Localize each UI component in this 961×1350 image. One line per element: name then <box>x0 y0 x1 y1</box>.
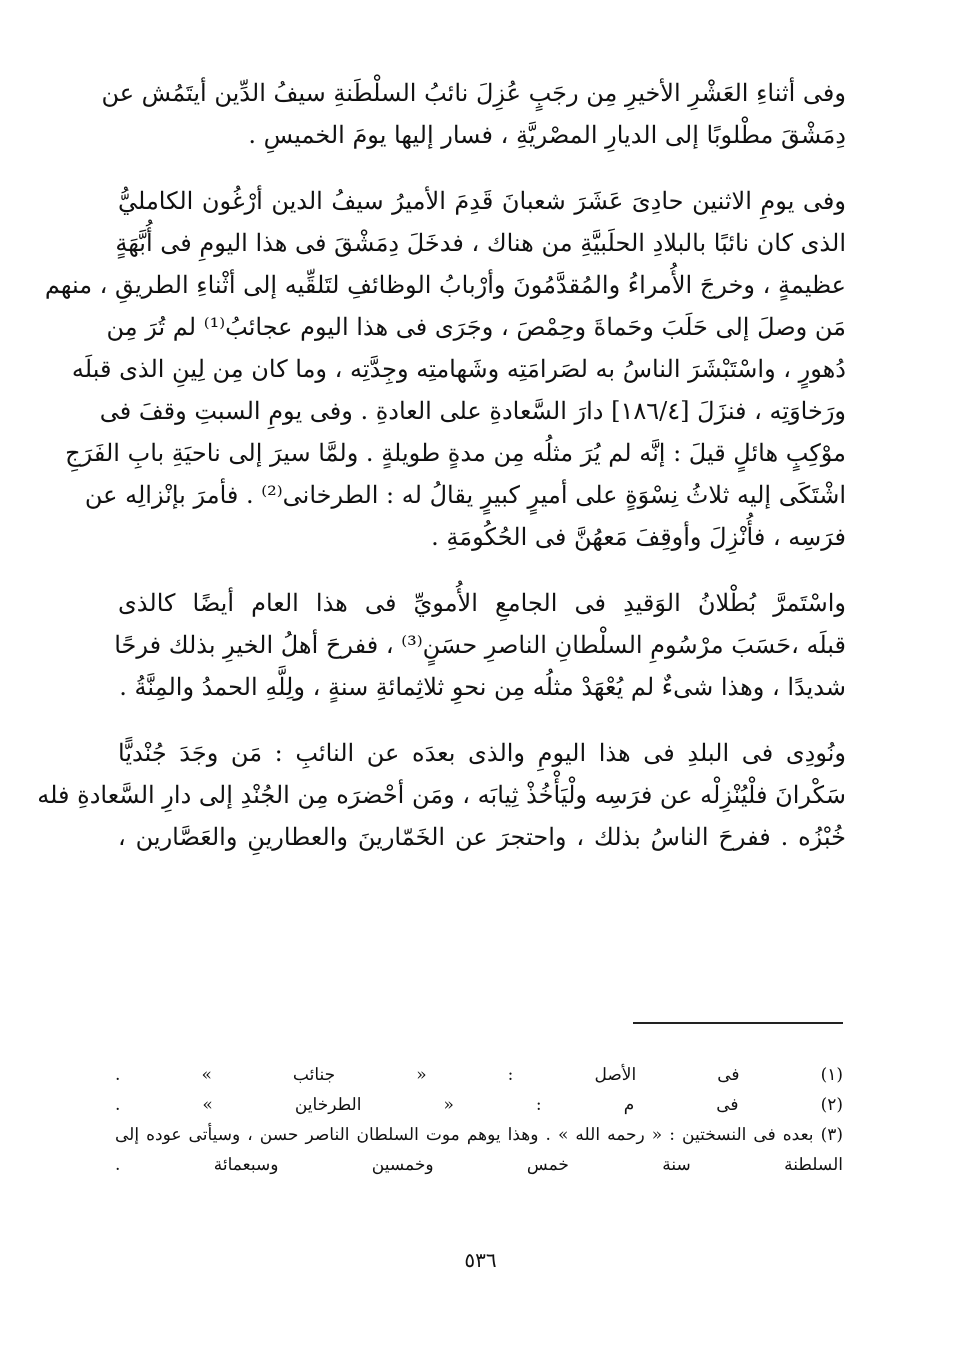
text-line: دُهورٍ ، واسْتَبْشَرَ الناسُ به لصَرامَتِه وشَهامتِه وجِدَّتِه ، وما كان مِن لِينِ الذى قبلَه <box>71 355 846 383</box>
footnote-line: (٢) فى م : « الطرخاين » . <box>115 1095 843 1115</box>
footnote-line: (٣) بعده فى النسختين : « رحمه الله » . وهذا يوهم موت السلطان الناصر حسن ، وسيأتى عوده إلى <box>115 1125 843 1145</box>
text-line: شديدًا ، وهذا شىءٌ لم يُعْهَدْ مثلُه مِن نحوِ ثلاثِمائةِ سنةٍ ، ولِلَّهِ الحمدُ والمِنَّةُ . <box>119 673 846 701</box>
paragraph-4 <box>37 732 847 858</box>
page-number: ٥٣٦ <box>464 1248 497 1272</box>
text-line: اشْتَكَى إليه ثلاثُ نِسْوَةٍ على أميرٍ كبيرٍ يقالُ له : الطرخانى⁽²⁾ . فأمرَ بإنْزالِه عن <box>84 481 846 509</box>
text-line: واسْتَمرَّ بُطْلانُ الوَقيدِ فى الجامعِ الأُمويِّ فى هذا العام أيضًا كالذى <box>118 589 846 617</box>
text-line: وفى أثناءِ العَشْرِ الأخيرِ مِن رجَبٍ عُزِلَ نائبُ السلْطَنةِ سيفُ الدِّين أيتَمُش عن <box>101 79 846 107</box>
footnote-line: السلطنة سنة خمس وخمسين وسبعمائة . <box>115 1155 843 1175</box>
text-line: خُبْزُه . ففرحَ الناسُ بذلك ، واحتجرَ عن الخَمّارينَ والعطارينِ والعَصَّارين ، <box>118 823 846 851</box>
footnotes <box>115 1060 843 1180</box>
text-line: عظيمةٍ ، وخرجَ الأُمراءُ والمُقدَّمُونَ وأرْبابُ الوظائفِ لتَلقِّيه إلى أثْناءِ الطريقِ ، منهم <box>44 271 846 299</box>
footnote-divider <box>633 1022 843 1024</box>
footnote-line: (١) فى الأصل : « جنائب » . <box>115 1065 843 1085</box>
paragraph-2 <box>44 180 846 558</box>
text-line: الذى كان نائبًا بالبلادِ الحلَبيَّةِ من هناك ، فدخَلَ دِمَشْقَ فى هذا اليومِ فى أُبَّهَةٍ <box>115 229 846 257</box>
footnote-3 <box>115 1120 843 1180</box>
paragraph-1 <box>101 72 846 156</box>
text-line: دِمَشْقَ مطْلوبًا إلى الديارِ المصْريَّةِ ، فسار إليها يومَ الخميسِ . <box>248 121 846 149</box>
text-line: فرَسِه ، فأُنْزِلَ وأوقِفَ مَعهُنَّ فى الحُكُومَةِ . <box>431 523 846 551</box>
text-line: مَن وصلَ إلى حَلَبَ وحَماةَ وحِمْصَ ، وجَرَى فى هذا اليوم عجائبُ⁽¹⁾ لم تُرَ مِن <box>106 313 846 341</box>
text-line: وفى يومِ الاثنين حادِىَ عَشَرَ شعبانَ قَدِمَ الأميرُ سيفُ الدين أرْغُون الكامليُّ <box>118 187 846 215</box>
footnote-1 <box>115 1060 843 1090</box>
text-line: ورَخاوَتِه ، فنزَلَ [١٨٦/٤] دارَ السَّعادةِ على العادةِ . وفى يومِ السبتِ وقفَ فى <box>99 397 846 425</box>
text-line: قبلَه ،حَسَبَ مرْسُومِ السلْطانِ الناصرِ حسَنٍ⁽³⁾ ، ففرحَ أهلُ الخيرِ بذلك فرحًا <box>114 631 846 659</box>
text-line: ونُودِى فى البلدِ فى هذا اليومِ والذى بعدَه عن النائبِ : مَن وجَدَ جُنْديًّا <box>118 739 847 767</box>
text-line: موْكِبٍ هائلٍ قيلَ : إنَّه لم يُرَ مثلُه مِن مدةٍ طويلةٍ . ولمَّا سيرَ إلى ناحيَةِ بابِ الفَرَجِ <box>65 439 846 467</box>
footnote-2 <box>115 1090 843 1120</box>
main-text <box>37 72 847 882</box>
text-line: سَكْرانَ فلْيُنْزِلْه عن فرَسِه ولْيَأْخُذْ ثِيابَه ، ومَن أحْضرَه مِن الجُنْدِ إلى دارِ السَّعادةِ فله <box>37 781 846 809</box>
paragraph-3 <box>114 582 846 708</box>
